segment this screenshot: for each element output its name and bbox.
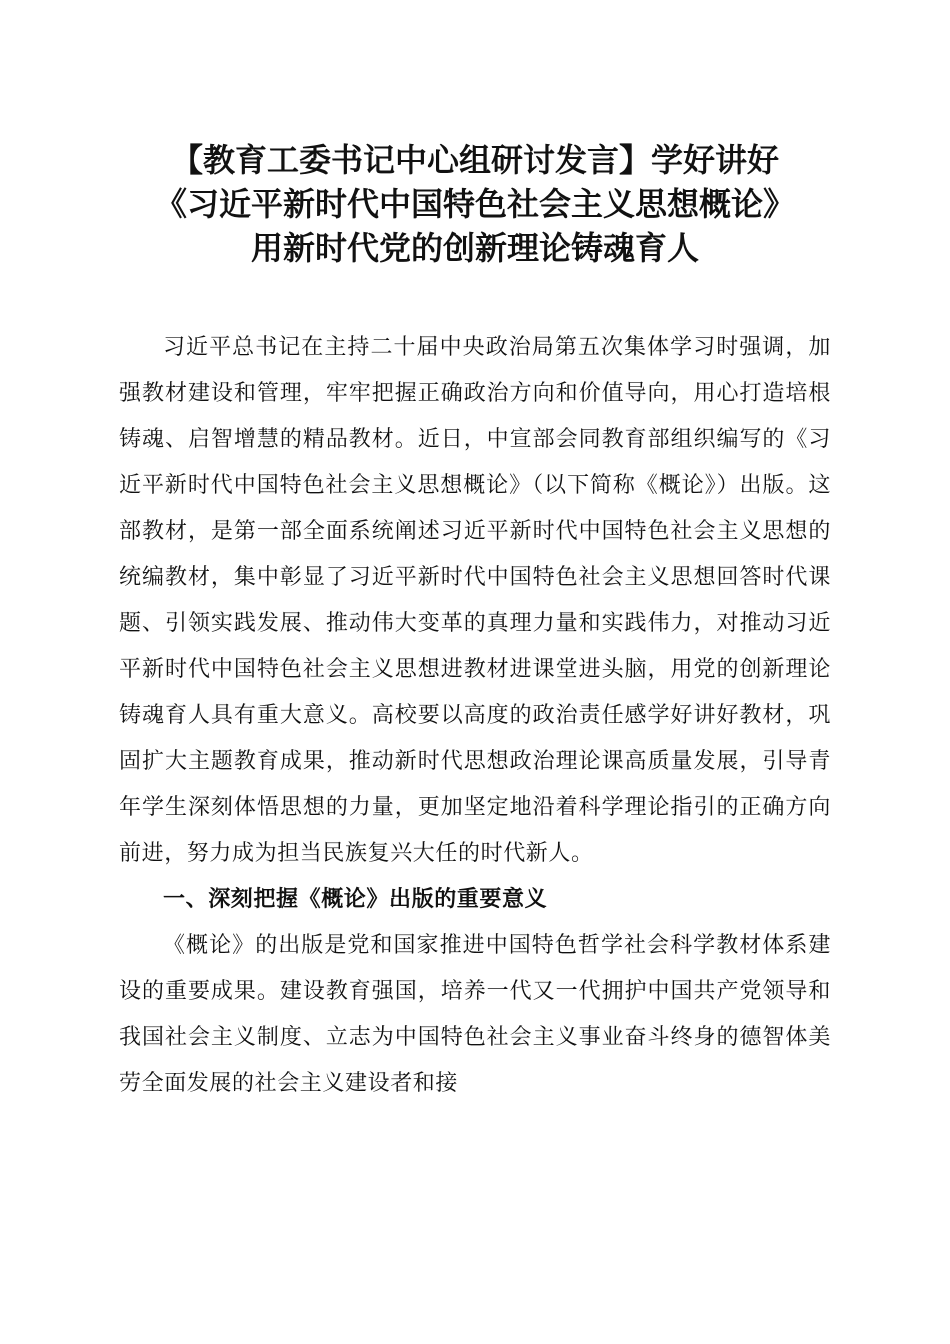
- title-line-3: 用新时代党的创新理论铸魂育人: [250, 229, 699, 267]
- document-body: [119, 325, 831, 1107]
- paragraph-intro: 习近平总书记在主持二十届中央政治局第五次集体学习时强调，加强教材建设和管理，牢牢把握正确政治方向和价值导向，用心打造培根铸魂、启智增慧的精品教材。近日，中宣部会同教育部组织编写的《习近平新时代中国特色社会主义思想概论》（以下简称《概论》）出版。这部教材，是第一部全面系统阐述习近平新时代中国特色社会主义思想的统编教材，集中彰显了习近平新时代中国特色社会主义思想回答时代课题、引领实践发展、推动伟大变革的真理力量和实践伟力，对推动习近平新时代中国特色社会主义思想进教材进课堂进头脑，用党的创新理论铸魂育人具有重大意义。高校要以高度的政治责任感学好讲好教材，巩固扩大主题教育成果，推动新时代思想政治理论课高质量发展，引导青年学生深刻体悟思想的力量，更加坚定地沿着科学理论指引的正确方向前进，努力成为担当民族复兴大任的时代新人。: [119, 335, 831, 866]
- title-line-1: 【教育工委书记中心组研讨发言】学好讲好: [170, 141, 779, 179]
- paragraph-section-1: 《概论》的出版是党和国家推进中国特色哲学社会科学教材体系建设的重要成果。建设教育强国，培养一代又一代拥护中国共产党领导和我国社会主义制度、立志为中国特色社会主义事业奋斗终身的德智体美劳全面发展的社会主义建设者和接: [119, 933, 831, 1096]
- title-line-2: 《习近平新时代中国特色社会主义思想概论》: [154, 185, 795, 223]
- document-title: [100, 138, 850, 270]
- section-heading-1: 一、深刻把握《概论》出版的重要意义: [163, 887, 548, 912]
